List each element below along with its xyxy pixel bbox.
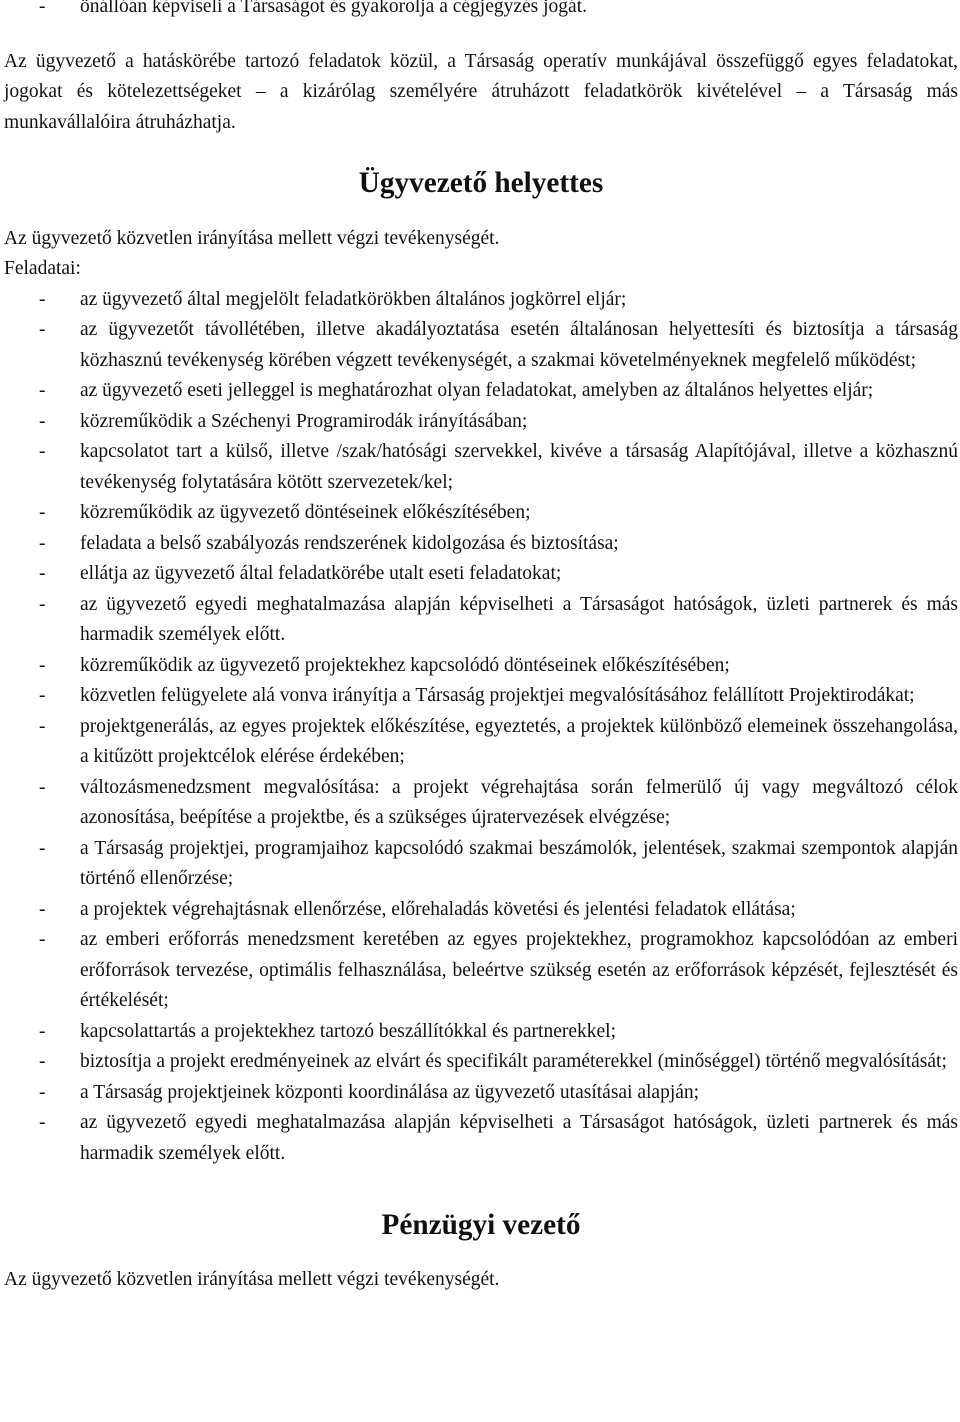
list-item: [4, 712, 958, 773]
list-item-text: a projektek végrehajtásnak ellenőrzése, előrehaladás követési és jelentési feladatok ellátása;: [80, 898, 796, 920]
document-page: [4, 0, 958, 1295]
list-item-text: az ügyvezető egyedi meghatalmazása alapján képviselheti a Társaságot hatóságok, üzleti partnerek és más harmadik személyek előtt.: [80, 1112, 958, 1164]
list-dash: -: [39, 319, 46, 340]
list-item-text: önállóan képviseli a Társaságot és gyakorolja a cégjegyzés jogát.: [80, 0, 587, 17]
list-item-text: közvetlen felügyelete alá vonva irányítja a Társaság projektjei megvalósításához felállított Projektirodákat;: [80, 685, 915, 706]
list-item-text: az ügyvezetőt távollétében, illetve akadályoztatása esetén általánosan helyettesíti és biztosítja a társaság közhasznú tevékenység körében végzett tevékenységét, a szakmai követelményeknek megfelelő működést;: [80, 319, 958, 371]
list-dash: -: [39, 410, 46, 432]
list-item-text: közreműködik a Széchenyi Programirodák irányításában;: [80, 410, 528, 432]
list-dash: -: [39, 1081, 46, 1103]
list-item: [4, 925, 958, 1017]
list-item-text: az emberi erőforrás menedzsment keretében az egyes projektekhez, programokhoz kapcsolódóan az emberi erőforrások tervezése, optimális felhasználása, beleértve szükség esetén az erőforrások képzését, fejlesztését és értékelését;: [80, 929, 958, 1011]
list-item: [4, 407, 958, 438]
list-item: [4, 559, 958, 590]
list-item: [4, 834, 958, 895]
deputy-intro: Az ügyvezető közvetlen irányítása mellett végzi tevékenységét.: [4, 227, 500, 249]
list-item: [4, 498, 958, 529]
section-heading-finance: Pénzügyi vezető: [381, 1209, 581, 1241]
list-dash: -: [39, 0, 46, 17]
list-item-text: ellátja az ügyvezető által feladatkörébe utalt eseti feladatokat;: [80, 563, 562, 584]
list-dash: -: [39, 593, 46, 615]
list-item: [4, 681, 958, 712]
list-item: [4, 1108, 958, 1169]
list-dash: -: [39, 1112, 46, 1133]
list-item-text: közreműködik az ügyvezető döntéseinek előkészítésében;: [80, 502, 531, 523]
deputy-task-list: [4, 285, 958, 1170]
list-item: [4, 773, 958, 834]
list-item: [4, 376, 958, 407]
list-item-text: a Társaság projektjei, programjaihoz kapcsolódó szakmai beszámolók, jelentések, szakmai szempontok alapján történő ellenőrzése;: [80, 837, 958, 889]
list-item: [4, 1078, 958, 1109]
list-item: [4, 895, 958, 926]
list-item-text: az ügyvezető által megjelölt feladatkörökben általános jogkörrel eljár;: [80, 288, 627, 310]
list-item: [4, 1017, 958, 1048]
list-item: [4, 315, 958, 376]
finance-intro: Az ügyvezető közvetlen irányítása mellett végzi tevékenységét.: [4, 1268, 500, 1290]
list-dash: -: [39, 380, 46, 401]
list-item: [4, 529, 958, 560]
list-dash: -: [39, 563, 46, 584]
deputy-tasks-label: Feladatai:: [4, 258, 81, 279]
list-item: [4, 651, 958, 682]
list-item-text: biztosítja a projekt eredményeinek az elvárt és specifikált paraméterekkel (minőséggel) történő megvalósítását;: [80, 1051, 947, 1072]
list-item: [4, 1047, 958, 1078]
list-dash: -: [39, 1020, 46, 1042]
list-item-text: kapcsolatot tart a külső, illetve /szak/hatósági szervekkel, kivéve a társaság Alapítójával, illetve a közhasznú tevékenység folytatására kötött szervezetek/kel;: [80, 441, 958, 493]
list-item: [4, 285, 958, 316]
list-dash: -: [39, 288, 46, 310]
list-item-text: a Társaság projektjeinek központi koordinálása az ügyvezető utasításai alapján;: [80, 1081, 700, 1103]
list-item-text: kapcsolattartás a projektekhez tartozó beszállítókkal és partnerekkel;: [80, 1020, 617, 1042]
list-dash: -: [39, 1051, 46, 1072]
list-dash: -: [39, 929, 46, 950]
list-dash: -: [39, 532, 46, 554]
section-heading-deputy: Ügyvezető helyettes: [358, 167, 604, 199]
delegation-paragraph: Az ügyvezető a hatáskörébe tartozó feladatok közül, a Társaság operatív munkájával összefüggő egyes feladatokat, jogokat és kötelezettségeket – a kizárólag személyére átruházott feladatkörök kivételével – a Társaság más munkavállalóira átruházhatja.: [4, 50, 958, 133]
list-item: [4, 0, 958, 23]
list-dash: -: [39, 776, 46, 798]
list-item-text: közreműködik az ügyvezető projektekhez kapcsolódó döntéseinek előkészítésében;: [80, 654, 730, 676]
list-item: [4, 437, 958, 498]
list-item-text: az ügyvezető egyedi meghatalmazása alapján képviselheti a Társaságot hatóságok, üzleti partnerek és más harmadik személyek előtt.: [80, 593, 958, 645]
list-item-text: változásmenedzsment megvalósítása: a projekt végrehajtása során felmerülő új vagy megváltozó célok azonosítása, beépítése a projektbe, és a szükséges újratervezések elvégzése;: [80, 776, 958, 828]
list-item: [4, 590, 958, 651]
list-dash: -: [39, 502, 46, 523]
list-dash: -: [39, 715, 46, 737]
list-dash: -: [39, 654, 46, 676]
list-item-text: feladata a belső szabályozás rendszerének kidolgozása és biztosítása;: [80, 532, 619, 554]
list-item-text: az ügyvezető eseti jelleggel is meghatározhat olyan feladatokat, amelyben az általános helyettes eljár;: [80, 380, 874, 401]
list-dash: -: [39, 898, 46, 920]
list-dash: -: [39, 685, 46, 706]
list-dash: -: [39, 837, 46, 859]
list-dash: -: [39, 441, 46, 462]
list-item-text: projektgenerálás, az egyes projektek előkészítése, egyeztetés, a projektek különböző elemeinek összehangolása, a kitűzött projektcélok elérése érdekében;: [80, 715, 958, 767]
